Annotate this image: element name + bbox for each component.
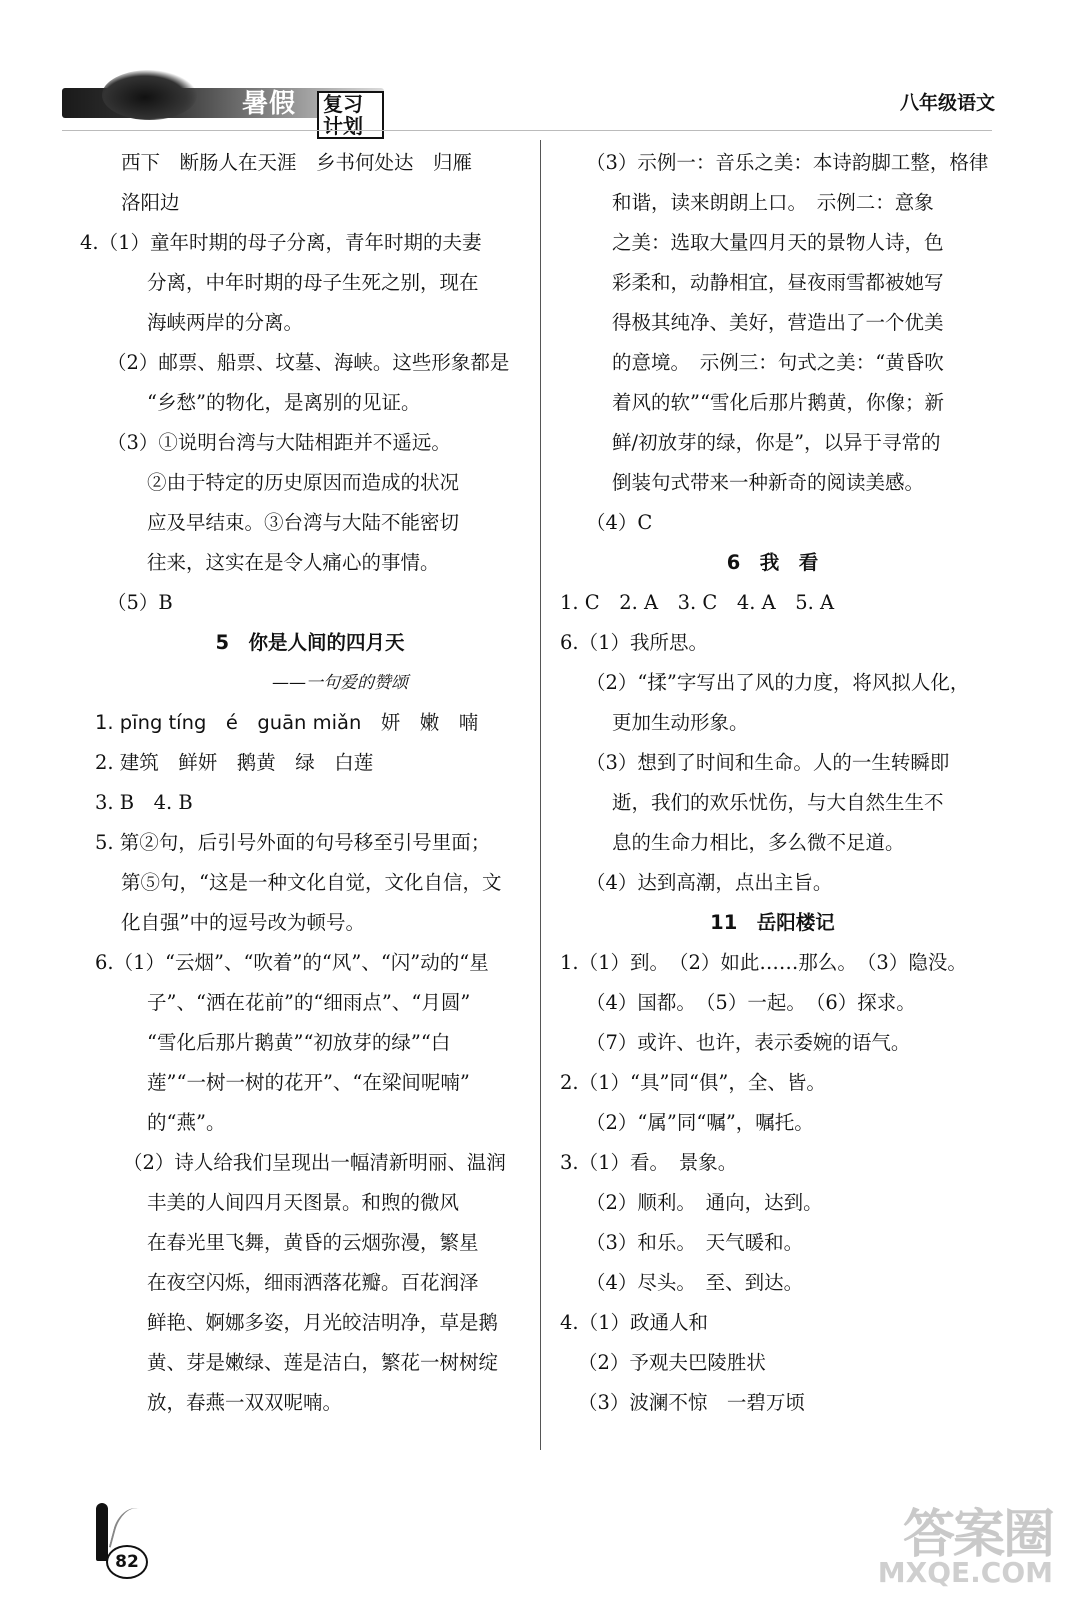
answer-line: （2）邮票、船票、坟墓、海峡。这些形象都是 (107, 351, 510, 374)
answer-line: 得极其纯净、美好，营造出了一个优美 (612, 311, 944, 334)
answer-line: 1. C 2. A 3. C 4. A 5. A (560, 591, 835, 614)
answer-line: 黄、芽是嫩绿、莲是洁白，繁花一树树绽 (147, 1351, 499, 1374)
answer-line: （2）诗人给我们呈现出一幅清新明丽、温润 (123, 1151, 506, 1174)
answer-line: 彩柔和，动静相宜，昼夜雨雪都被她写 (612, 271, 944, 294)
watermark-logo: 答案圈 (902, 1505, 1053, 1565)
answer-line: 子”、“洒在花前”的“细雨点”、“月圆” (147, 991, 471, 1014)
answer-line: 3.（1）看。 景象。 (560, 1151, 738, 1174)
section-title: 11 岳阳楼记 (710, 911, 835, 934)
answer-line: 应及早结束。③台湾与大陆不能密切 (147, 511, 460, 534)
answer-line: 在春光里飞舞，黄昏的云烟弥漫，繁星 (147, 1231, 479, 1254)
answer-line: 1.（1）到。 （2）如此……那么。 （3）隐没。 (560, 951, 967, 974)
answer-line: 1. pīng tíng é guān miǎn 妍 嫩 喃 (95, 711, 479, 734)
text-line: 西下 断肠人在天涯 乡书何处达 归雁 (121, 151, 473, 174)
answer-line: 逝，我们的欢乐忧伤，与大自然生生不 (612, 791, 944, 814)
answer-line: （4）国都。 （5）一起。 （6）探求。 (586, 991, 916, 1014)
section-subtitle: ——一句爱的赞颂 (272, 673, 408, 693)
left-column (80, 143, 525, 1423)
answer-line: （5）B (107, 591, 173, 614)
answer-line: 2. 建筑 鲜妍 鹅黄 绿 白莲 (95, 751, 374, 774)
answer-line: 往来，这实在是令人痛心的事情。 (147, 551, 440, 574)
answer-line: 分离，中年时期的母子生死之别，现在 (147, 271, 479, 294)
answer-line: 化自强”中的逗号改为顿号。 (121, 911, 365, 934)
answer-line: 放，春燕一双双呢喃。 (147, 1391, 343, 1414)
banner-graphic (102, 70, 197, 120)
answer-line: （7）或许、也许，表示委婉的语气。 (586, 1031, 911, 1054)
answer-line: （3）和乐。 天气暖和。 (586, 1231, 804, 1254)
section-title: 6 我 看 (726, 551, 819, 574)
answer-line: 4.（1）政通人和 (560, 1311, 709, 1334)
figure-icon (96, 1503, 108, 1561)
header-banner (62, 70, 384, 138)
answer-line: （2）予观夫巴陵胜状 (578, 1351, 766, 1374)
answer-line: “雪化后那片鹅黄”“初放芽的绿”“白 (147, 1031, 451, 1054)
answer-line: ②由于特定的历史原因而造成的状况 (147, 471, 460, 494)
answer-line: 2.（1）“具”同“俱”，全、皆。 (560, 1071, 826, 1094)
answer-line: （4）尽头。 至、到达。 (586, 1271, 804, 1294)
answer-line: 鲜艳、婀娜多姿，月光皎洁明净，草是鹅 (147, 1311, 499, 1334)
answer-line: 息的生命力相比，多么微不足道。 (612, 831, 905, 854)
answer-line: 的“燕”。 (147, 1111, 226, 1134)
answer-line: 着风的软”“雪化后那片鹅黄，你像；新 (612, 391, 944, 414)
answer-line: 4.（1）童年时期的母子分离，青年时期的夫妻 (80, 231, 482, 254)
answer-line: 之美：选取大量四月天的景物人诗，色 (612, 231, 944, 254)
column-divider (540, 140, 541, 1450)
answer-line: （3）想到了时间和生命。人的一生转瞬即 (586, 751, 950, 774)
header-divider (62, 130, 992, 131)
answer-line: 3. B 4. B (95, 791, 193, 814)
answer-line: 在夜空闪烁，细雨洒落花瓣。百花润泽 (147, 1271, 479, 1294)
answer-line: （3）示例一：音乐之美：本诗韵脚工整，格律 (586, 151, 989, 174)
answer-line: 第⑤句，“这是一种文化自觉，文化自信，文 (121, 871, 502, 894)
answer-line: 鲜/初放芽的绿，你是”，以异于寻常的 (612, 431, 941, 454)
answer-line: （2）“揉”字写出了风的力度，将风拟人化， (586, 671, 970, 694)
text-line: 洛阳边 (121, 191, 180, 214)
grade-label: 八年级语文 (899, 92, 995, 114)
banner-subtitle: 复习计划 (317, 91, 384, 139)
page-number: 82 (106, 1545, 148, 1579)
answer-line: 莲”“一树一树的花开”、“在梁间呢喃” (147, 1071, 470, 1094)
answer-line: （3）①说明台湾与大陆相距并不遥远。 (107, 431, 451, 454)
answer-line: （3）波澜不惊 一碧万顷 (578, 1391, 805, 1414)
answer-line: （4）C (586, 511, 653, 534)
answer-line: 海峡两岸的分离。 (147, 311, 304, 334)
answer-line: （4）达到高潮，点出主旨。 (586, 871, 833, 894)
answer-line: 更加生动形象。 (612, 711, 749, 734)
answer-line: 倒装句式带来一种新奇的阅读美感。 (612, 471, 925, 494)
watermark (853, 1492, 1053, 1592)
page-number-badge (92, 1503, 162, 1573)
right-column (560, 143, 989, 1423)
watermark-url: MXQE.COM (877, 1556, 1053, 1589)
answer-line: 丰美的人间四月天图景。和煦的微风 (147, 1191, 460, 1214)
answer-line: 的意境。 示例三：句式之美：“黄昏吹 (612, 351, 944, 374)
answer-line: “乡愁”的物化，是离别的见证。 (147, 391, 421, 414)
answer-line: （2）“属”同“嘱”，嘱托。 (586, 1111, 814, 1134)
section-title: 5 你是人间的四月天 (215, 631, 405, 654)
banner-title: 暑假 (242, 89, 297, 119)
answer-line: 6.（1）我所思。 (560, 631, 709, 654)
answer-line: 6.（1）“云烟”、“吹着”的“风”、“闪”动的“星 (95, 951, 489, 974)
answer-line: 5. 第②句，后引号外面的句号移至引号里面； (95, 831, 491, 854)
answer-line: 和谐，读来朗朗上口。 示例二：意象 (612, 191, 934, 214)
answer-line: （2）顺利。 通向，达到。 (586, 1191, 823, 1214)
